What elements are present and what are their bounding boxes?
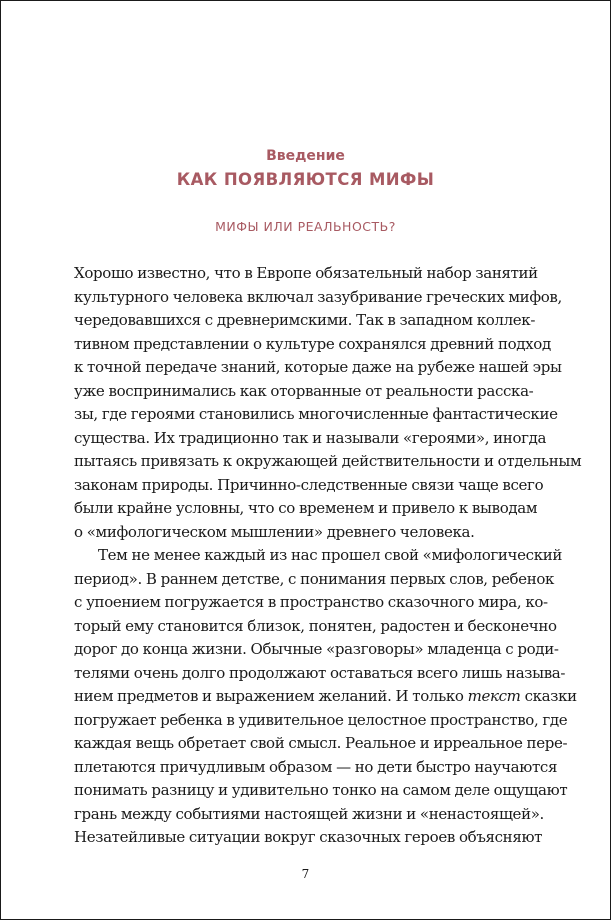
text-line: Тем не менее каждый из нас прошел свой «мифологический: [98, 546, 563, 564]
chapter-title: КАК ПОЯВЛЯЮТСЯ МИФЫ: [176, 170, 435, 189]
text-line: уже воспринимались как оторванные от реальности расска-: [74, 381, 534, 400]
text-line: грань между событиями настоящей жизни и «ненастоящей».: [74, 804, 544, 823]
emphasized-word: текст: [467, 687, 521, 705]
text-line: телями очень долго продолжают оставаться всего лишь называ-: [74, 663, 566, 682]
text-line: тивном представлении о культуре сохранялся древний подход: [74, 334, 551, 353]
text-line: плетаются причудливым образом — но дети быстро научаются: [74, 757, 558, 776]
text-line: период». В раннем детстве, с понимания первых слов, ребенок: [74, 569, 555, 588]
text-line: культурного человека включал зазубривание греческих мифов,: [74, 287, 562, 306]
text-line: зы, где героями становились многочисленные фантастические: [74, 405, 558, 423]
text-line: понимать разницу и удивительно тонко на самом деле ощущают: [74, 781, 568, 799]
text-fragment: сказки: [520, 687, 577, 705]
text-fragment: нием предметов и выражением желаний. И только: [74, 687, 468, 705]
text-line: существа. Их традиционно так и называли «героями», иногда: [74, 428, 547, 447]
text-line: погружает ребенка в удивительное целостное пространство, где: [74, 710, 568, 729]
text-line: дорог до конца жизни. Обычные «разговоры» младенца с роди-: [74, 640, 559, 658]
page-number: 7: [301, 867, 310, 881]
text-line: Хорошо известно, что в Европе обязательный набор занятий: [74, 264, 538, 282]
text-line: к точной передаче знаний, которые даже на рубеже нашей эры: [74, 358, 562, 376]
text-line: каждая вещь обретает свой смысл. Реальное и ирреальное пере-: [74, 734, 568, 752]
paragraph-2: [74, 544, 577, 850]
paragraph-1: [74, 262, 582, 544]
text-line: с упоением погружается в пространство сказочного мира, ко-: [74, 593, 548, 611]
text-line-mixed: [74, 685, 577, 709]
text-line: торый ему становится близок, понятен, радостен и бесконечно: [74, 616, 557, 635]
text-line: Незатейливые ситуации вокруг сказочных героев объясняют: [74, 828, 543, 846]
chapter-label: Введение: [266, 148, 345, 164]
section-title: МИФЫ ИЛИ РЕАЛЬНОСТЬ?: [215, 219, 396, 234]
text-line: чередовавшихся с древнеримскими. Так в западном коллек-: [74, 311, 536, 329]
text-line: пытаясь привязать к окружающей действительности и отдельным: [74, 452, 582, 470]
text-line: были крайне условны, что со временем и привело к выводам: [74, 499, 538, 517]
text-line: законам природы. Причинно-следственные связи чаще всего: [74, 475, 544, 494]
body-text: [74, 262, 582, 850]
text-line: о «мифологическом мышлении» древнего человека.: [74, 522, 475, 541]
